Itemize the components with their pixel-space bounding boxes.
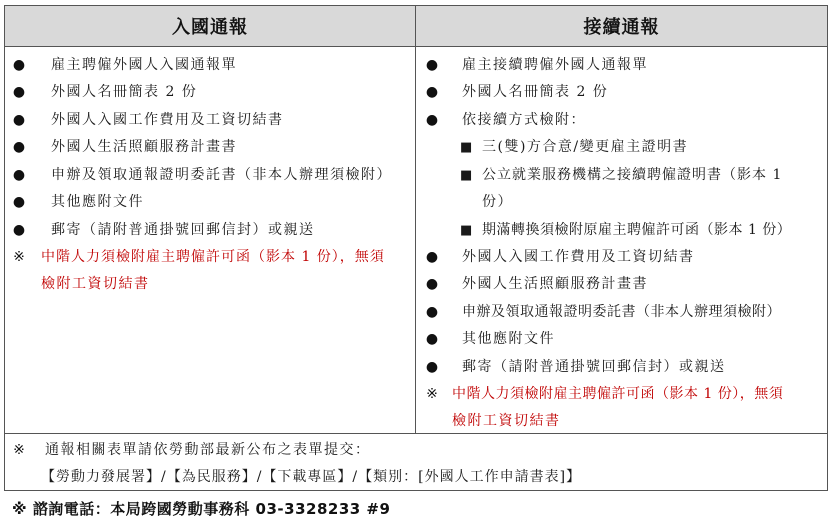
bullet-icon: ● — [12, 57, 26, 73]
column-divider — [415, 46, 416, 433]
bullet-icon: ● — [12, 84, 26, 100]
bullet-icon: ● — [425, 331, 439, 347]
bullet-icon: ● — [425, 57, 439, 73]
bullet-icon: ● — [12, 167, 26, 183]
bullet-icon: ● — [425, 359, 439, 375]
notification-requirements-table: 入國通報 接續通報 ● 雇主聘僱外國人入國通報單 ● 外國人名冊簡表 2 份 ● 外國人入國工作費用及工資切結書 ● 外國人生活照顧服務計畫書 ● 申辦及領取通報證明委託書（非本人辦理須檢附） ● 其他應附文件 ● 郵寄（請附普通掛號回郵信封）或親送 ※ 中階人力須檢附雇主聘僱許可函（影本 1 份），無須 檢附工資切結書 ● 雇主接續聘僱外國人通報單 ● 外國人名冊簡表 2 份 ● 依接續方式檢附： ■ 三(雙)方合意/變更雇主證明書 ■ 公立就業服務機構之接續聘僱證明書（影本 1 份） ■ 期滿轉換須檢附原雇主聘僱許可函（影本 1 份） ● 外國人入國工作費用及工資切結書 ● 外國人生活照顧服務計畫書 ● 申辦及領取通報證明委託書（非本人辦理須檢附） ● 其他應附文件 ● 郵寄（請附普通掛號回郵信封）或親送 ※ 中階人力須檢附雇主聘僱許可函（影本 1 份），無須 檢附工資切結書 ※ 通報相關表單請依勞動部最新公布之表單提交： 【勞動力發展署】/【為民服務】/【下載專區】/【類別：[外國人工作申請書表]】 — [4, 5, 828, 491]
form-submission-note: ※ 通報相關表單請依勞動部最新公布之表單提交： 【勞動力發展署】/【為民服務】/【下載專區】/【類別：[外國人工作申請書表]】 — [5, 434, 827, 490]
bullet-icon: ● — [12, 139, 26, 155]
bullet-icon: ● — [12, 194, 26, 210]
entry-notification-header: 入國通報 — [5, 6, 416, 47]
continued-notification-header: 接續通報 — [416, 6, 827, 47]
bullet-icon: ● — [12, 112, 26, 128]
reference-mark-icon: ※ — [13, 442, 25, 458]
bullet-icon: ● — [425, 304, 439, 320]
bullet-icon: ● — [425, 249, 439, 265]
bullet-icon: ● — [425, 276, 439, 292]
square-bullet-icon: ■ — [460, 140, 473, 155]
square-bullet-icon: ■ — [460, 223, 473, 238]
reference-mark-icon: ※ — [426, 386, 438, 402]
inquiry-phone: ※ 諮詢電話：本局跨國勞動事務科 03-3328233 #9 — [12, 500, 391, 518]
square-bullet-icon: ■ — [460, 168, 473, 183]
bullet-icon: ● — [425, 112, 439, 128]
reference-mark-icon: ※ — [13, 249, 25, 265]
bullet-icon: ● — [12, 222, 26, 238]
bullet-icon: ● — [425, 84, 439, 100]
